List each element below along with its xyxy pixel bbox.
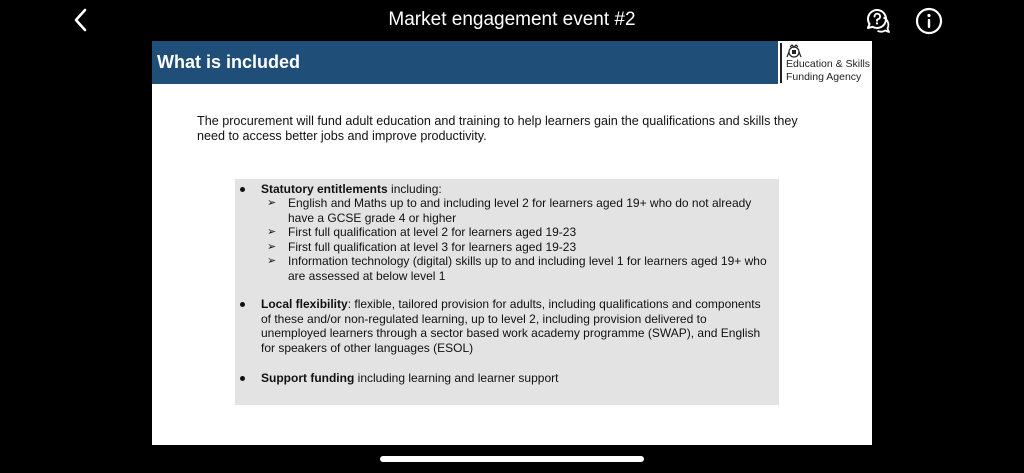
- slide: [152, 41, 872, 445]
- top-bar: [0, 0, 1024, 40]
- arrow-bullet-icon: ➢: [267, 197, 277, 209]
- info-icon[interactable]: [915, 7, 943, 35]
- arrow-bullet-icon: ➢: [267, 255, 277, 267]
- logo-line-2: Funding Agency: [786, 71, 862, 83]
- royal-crest-icon: [786, 43, 802, 59]
- bullet-rest: including learning and learner support: [354, 371, 559, 385]
- page-title: Market engagement event #2: [388, 9, 636, 30]
- bullet-support-funding: [261, 371, 771, 386]
- bullet-bold: Local flexibility: [261, 297, 348, 311]
- bullet-bold: Support funding: [261, 371, 355, 385]
- arrow-bullet-icon: ➢: [267, 226, 277, 238]
- bullet-rest: including:: [387, 182, 442, 196]
- bullet-dot: [240, 302, 245, 307]
- sub-item-text: English and Maths up to and including level 2 for learners aged 19+ who do not already have a GCSE grade 4 or higher: [288, 196, 752, 225]
- home-indicator[interactable]: [380, 456, 644, 462]
- sub-item-text: First full qualification at level 3 for learners aged 19-23: [288, 239, 577, 254]
- bullet-rest: : flexible, tailored provision for adults, including qualifications and components of these and/or non-regulated learning, up to level 2, including provision delivered to unemployed learners through a sector based work academy programme (SWAP), and English for speakers of other languages (ESOL): [261, 297, 761, 355]
- bullet-local-flexibility: [261, 297, 771, 355]
- bullet-bold: Statutory entitlements: [261, 182, 388, 196]
- bullet-dot: [240, 187, 245, 192]
- sub-item-text: First full qualification at level 2 for learners aged 19-23: [288, 225, 577, 239]
- logo-divider: [780, 43, 782, 83]
- sub-item-text: Information technology (digital) skills up to and including level 1 for learners aged 19+ who are assessed at below level 1: [288, 254, 767, 283]
- bullet-statutory: [261, 182, 771, 197]
- intro-paragraph: The procurement will fund adult education and training to help learners gain the qualifications and skills they need to access better jobs and improve productivity.: [197, 114, 798, 143]
- slide-title: What is included: [157, 52, 301, 72]
- logo-line-1: Education & Skills: [786, 58, 871, 70]
- question-chat-icon[interactable]: [864, 7, 892, 35]
- slide-header: [152, 41, 778, 84]
- logo-text: [786, 58, 870, 84]
- included-list-box: [235, 179, 779, 405]
- esfa-logo: [778, 41, 872, 84]
- arrow-bullet-icon: ➢: [267, 240, 277, 253]
- bullet-dot: [240, 376, 245, 381]
